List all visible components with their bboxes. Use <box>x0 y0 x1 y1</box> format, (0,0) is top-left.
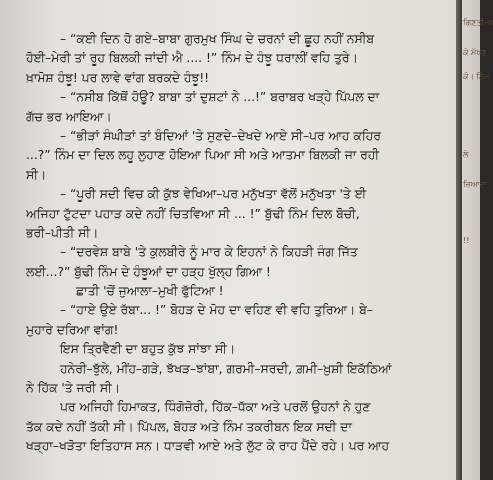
facing-text: ਕੇ ਮੱਖਣ <box>463 48 487 57</box>
text-line: ਤੱਕ ਕਦੇ ਨਹੀਂ ਤੱਕੀ ਸੀ। ਪਿੱਪਲ, ਬੋਹੜ ਅਤੇ ਨਿੰਮ ਤਕਰੀਬਨ ਇਕ ਸਦੀ ਦਾ <box>26 419 352 434</box>
text-line: ...?” ਨਿੰਮ ਦਾ ਦਿਲ ਲਹੂ ਲੁਹਾਣ ਹੋਇਆ ਪਿਆ ਸੀ ਅਤੇ ਆਤਮਾ ਬਿਲਕੀ ਜਾ ਰਹੀ <box>26 148 380 163</box>
text-line: ਖੜ੍ਹਾ–ਖੜੋਤਾ ਇਤਿਹਾਸ ਸਨ। ਧਾੜਵੀ ਆਏ ਅਤੇ ਲੁੱਟ ਕੇ ਰਾਹ ਪੈਂਦੇ ਰਹੇ। ਪਰ ਆਹ <box>26 439 390 454</box>
text-line: ਮੁਹਾਰੇ ਦਰਿਆ ਵਾਂਗ! <box>26 322 119 337</box>
facing-text: ਕੋ। ਨਿੰਮ <box>463 72 490 81</box>
text-line: – “ਨਸੀਬ ਕਿੱਥੋਂ ਹੋਊ? ਬਾਬਾ ਤਾਂ ਦੁਸ਼ਟਾਂ ਨੇ ...!” ਬਰਾਬਰ ਖੜ੍ਹੇ ਪਿੱਪਲ ਦਾ <box>60 90 380 105</box>
text-line: ਨੇ ਹਿੱਕ 'ਤੇ ਜਰੀ ਸੀ। <box>26 381 121 396</box>
page-text <box>26 30 450 457</box>
text-line: – “ਭੀੜਾਂ ਸੰਘੀੜਾਂ ਤਾਂ ਬੰਦਿਆਂ 'ਤੇ ਸੁਣਦੇ–ਦੇਖਦੇ ਆਏ ਸੀ–ਪਰ ਆਹ ਕਹਿਰ <box>60 128 381 143</box>
text-line: ਪਰ ਅਜਿਹੀ ਹਿਮਾਕਤ, ਧਿੰਗੋਜ਼ੋਰੀ, ਹਿੱਕ–ਧੱਕਾ ਅਤੇ ਪਰਲੋਂ ਉਹਨਾਂ ਨੇ ਹੁਣ <box>60 400 371 415</box>
text-line: ਲਈ...?” ਬੁੱਢੀ ਨਿੰਮ ਦੇ ਹੰਝੂਆਂ ਦਾ ਹੜ੍ਹ ਖੁੱਲ੍ਹ ਗਿਆ ! <box>26 264 271 279</box>
facing-text: !! <box>463 236 470 245</box>
text-line: – “ਕਈ ਦਿਨ ਹੋ ਗਏ–ਬਾਬਾ ਗੁਰਮੁਖ ਸਿੰਘ ਦੇ ਚਰਨਾਂ ਦੀ ਛੂਹ ਨਹੀਂ ਨਸੀਬ <box>60 32 375 46</box>
facing-text: ਜ਼ਿਆਦਾ <box>463 180 488 189</box>
text-line: ਗੱਚ ਭਰ ਆਇਆ। <box>26 109 112 124</box>
text-line: ਛਾਤੀ 'ਚੋਂ ਜੁਆਲਾ–ਮੁਖੀ ਫੁੱਟਿਆ ! <box>76 284 224 299</box>
text-line: ਹਨੇਰੀ–ਝੁੱਲੇ, ਮੀਂਹ–ਗੜੇ, ਝੱਖੜ–ਝਾਂਬਾ, ਗਰਮੀ–ਸਰਦੀ, ਗ਼ਮੀ–ਖ਼ੁਸ਼ੀ ਇਕੱਠਿਆਂ <box>60 361 392 376</box>
facing-text: ਗਿਣਤੀ–ਮ <box>463 18 493 27</box>
text-line: ਹੋਈ–ਮੇਰੀ ਤਾਂ ਰੂਹ ਬਿਲਕੀ ਜਾਂਦੀ ਐ .... !” ਨਿੰਮ ਦੇ ਹੰਝੂ ਧਰਾਲੀਂ ਵਹਿ ਤੁਰੇ। <box>26 51 358 66</box>
facing-text: ਲੇ <box>463 150 469 159</box>
text-line: – “ਪੂਰੀ ਸਦੀ ਵਿਚ ਕੀ ਕੁੱਝ ਵੇਖਿਆ–ਪਰ ਮਨੁੱਖਤਾ ਵੱਲੋਂ ਮਨੁੱਖਤਾ 'ਤੇ ਈ <box>60 187 367 202</box>
facing-page <box>462 0 493 480</box>
text-line: ਸੀ। <box>26 167 47 182</box>
text-line: ਇਸ ਤ੍ਰਿਵੈਣੀ ਦਾ ਬਹੁਤ ਕੁੱਝ ਸਾਂਝਾ ਸੀ। <box>60 342 236 357</box>
text-line: – “ਦਰਵੇਸ਼ ਬਾਬੇ 'ਤੇ ਕੁਲਬੀਰੇ ਨੂੰ ਮਾਰ ਕੇ ਇਹਨਾਂ ਨੇ ਕਿਹੜੀ ਜੰਗ ਜਿੱਤ <box>60 245 358 260</box>
text-line: ਭਰੀ–ਪੀਤੀ ਸੀ। <box>26 225 99 240</box>
text-line: ਅਜਿਹਾ ਟੁੱਟਦਾ ਪਹਾੜ ਕਦੇ ਨਹੀਂ ਚਿਤਵਿਆ ਸੀ ... !” ਬੁੱਢੀ ਨਿੰਮ ਦਿਲ ਬੋਚੀ, <box>26 206 360 221</box>
text-line: – “ਹਾਏ ਉਏ ਰੱਬਾ... !” ਬੋਹੜ ਦੇ ਮੋਹ ਦਾ ਵਹਿਣ ਵੀ ਵਹਿ ਤੁਰਿਆ। ਬੇ– <box>60 303 373 318</box>
text-line: ਖ਼ਾਮੋਸ਼ ਹੰਝੂ! ਪਰ ਲਾਵੇ ਵਾਂਗ ਬਰਕਦੇ ਹੰਝੂ!! <box>26 70 210 85</box>
